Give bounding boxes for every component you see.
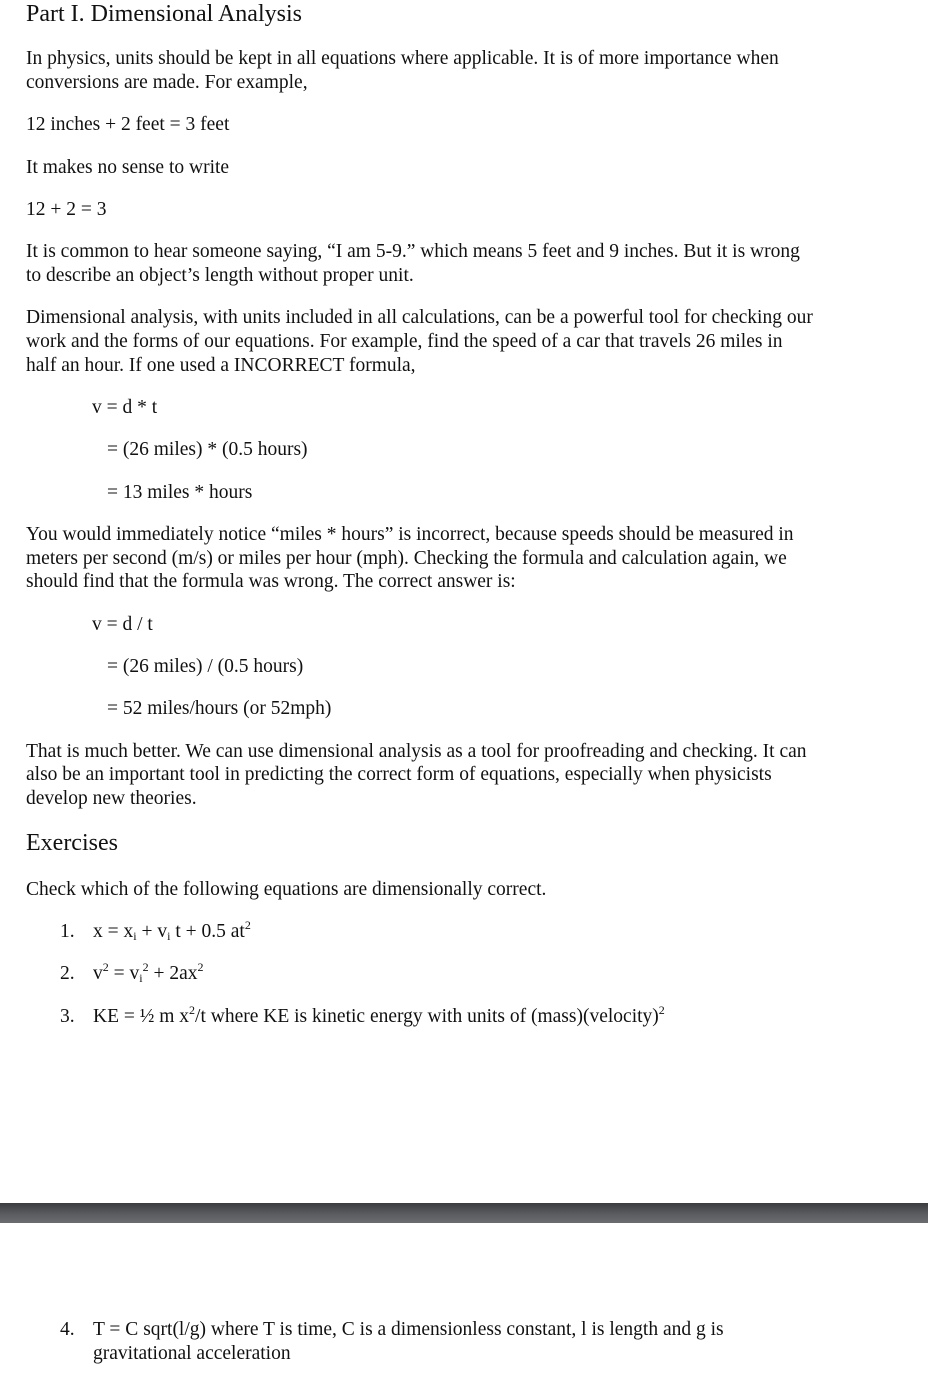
intro-line-2: conversions are made. For example,	[26, 72, 308, 93]
notice-line-2: meters per second (m/s) or miles per hour (mph). Checking the formula and calculation again, we	[26, 548, 787, 569]
no-sense-text: It makes no sense to write	[26, 157, 230, 178]
exercise-4-line-1: T = C sqrt(l/g) where T is time, C is a dimensionless constant, l is length and g is	[93, 1319, 724, 1340]
correct-step-1: = (26 miles) / (0.5 hours)	[107, 656, 304, 677]
exercise-4-number: 4.	[60, 1319, 75, 1340]
notice-line-3: should find that the formula was wrong. The correct answer is:	[26, 571, 516, 592]
exercise-4-line-2: gravitational acceleration	[93, 1343, 291, 1364]
better-line-3: develop new theories.	[26, 788, 197, 809]
exercise-2-equation: $v^2 = v_i^2 + 2ax^2$	[93, 960, 204, 985]
exercise-3-equation: KE = ½ m $x^2/t$ where KE is kinetic energy with units of (mass)(velocity)$^2$	[93, 1003, 665, 1027]
correct-formula: v = d / t	[92, 614, 153, 635]
document-page-2	[0, 1223, 928, 1384]
page-title: Part I. Dimensional Analysis	[26, 1, 302, 27]
incorrect-step-2: = 13 miles * hours	[107, 482, 253, 503]
better-line-1: That is much better. We can use dimensional analysis as a tool for proofreading and checking. It can	[26, 741, 807, 762]
exercise-1-equation: $x = x_i + v_i$ t + 0.5 $at^2$	[93, 918, 251, 943]
better-line-2: also be an important tool in predicting the correct form of equations, especially when physicists	[26, 764, 772, 785]
correct-step-2: = 52 miles/hours (or 52mph)	[107, 698, 332, 719]
common-line-1: It is common to hear someone saying, “I am 5-9.” which means 5 feet and 9 inches. But it is wrong	[26, 241, 800, 262]
incorrect-step-1: = (26 miles) * (0.5 hours)	[107, 439, 308, 460]
exercise-2-number: 2.	[60, 963, 75, 984]
exercises-heading: Exercises	[26, 830, 118, 856]
example-units: 12 inches + 2 feet = 3 feet	[26, 114, 230, 135]
intro-line-1: In physics, units should be kept in all equations where applicable. It is of more importance when	[26, 48, 779, 69]
analysis-line-2: work and the forms of our equations. For example, find the speed of a car that travels 26 miles in	[26, 331, 783, 352]
common-line-2: to describe an object’s length without proper unit.	[26, 265, 414, 286]
notice-line-1: You would immediately notice “miles * hours” is incorrect, because speeds should be measured in	[26, 524, 794, 545]
analysis-line-3: half an hour. If one used a INCORRECT formula,	[26, 355, 416, 376]
example-numbers: 12 + 2 = 3	[26, 199, 107, 220]
analysis-line-1: Dimensional analysis, with units included in all calculations, can be a powerful tool for checking our	[26, 307, 813, 328]
page-separator	[0, 1203, 928, 1223]
exercise-3-number: 3.	[60, 1006, 75, 1027]
incorrect-formula: v = d * t	[92, 397, 158, 418]
exercise-1-number: 1.	[60, 921, 75, 942]
exercises-intro: Check which of the following equations are dimensionally correct.	[26, 879, 547, 900]
